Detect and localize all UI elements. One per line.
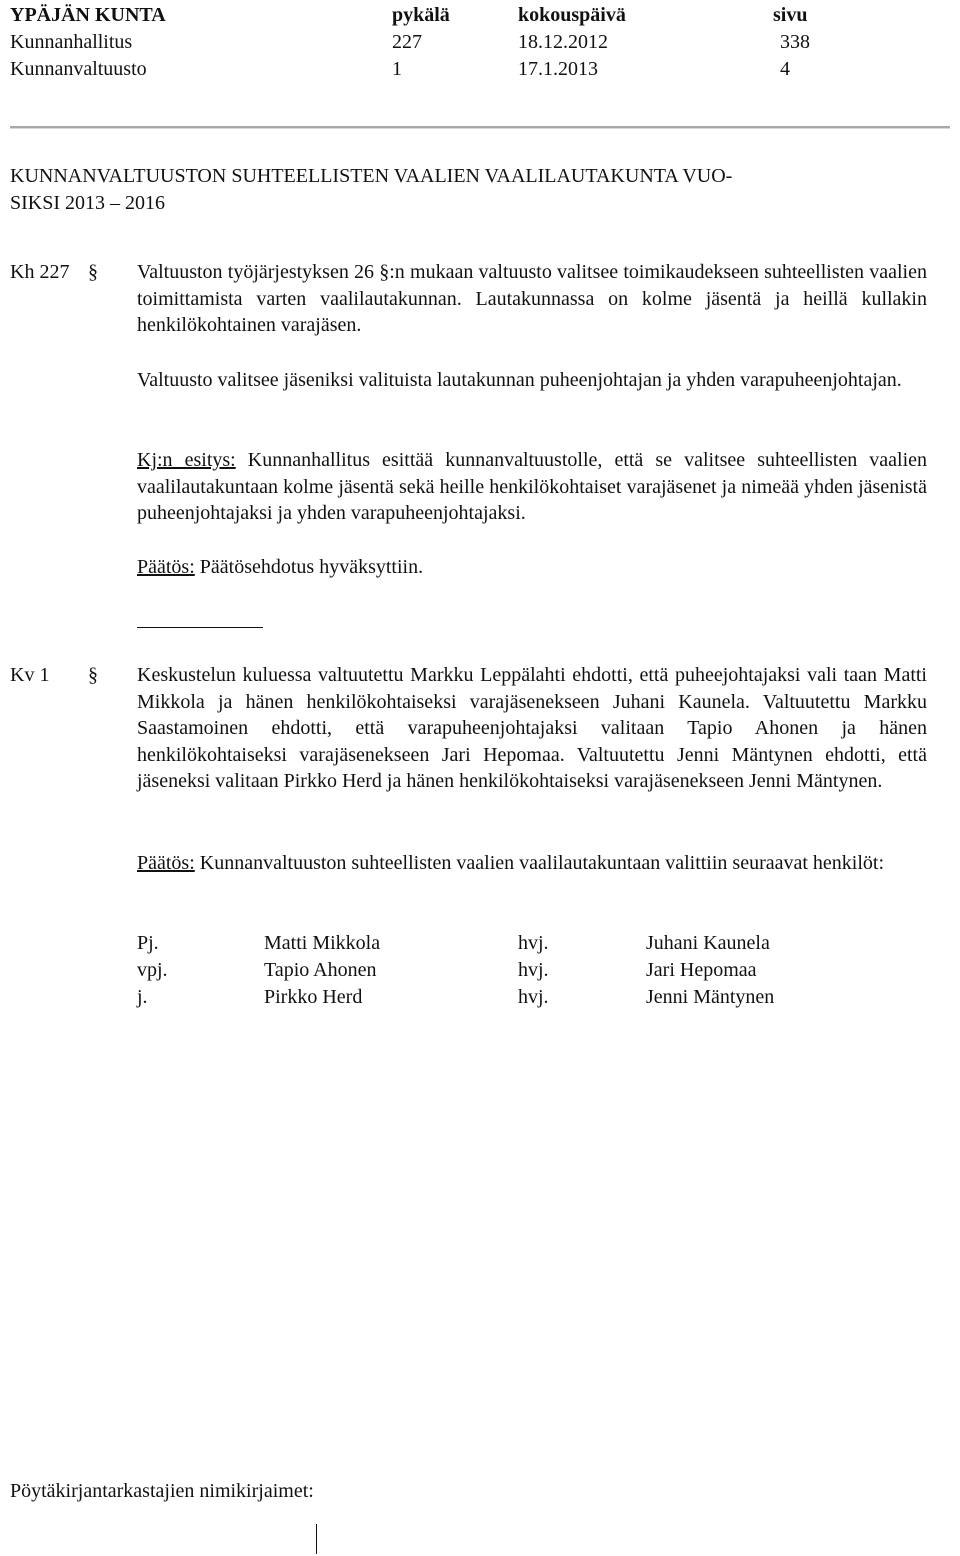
initials-box-divider	[316, 1524, 317, 1554]
header-row-date: 17.1.2013	[518, 58, 598, 80]
kv-paragraph-1: Keskustelun kuluessa valtuutettu Markku Leppälahti ehdotti, että puheejohtajaksi vali taan Matti Mikkola ja hänen henkilökohtaiseksi varajäsenekseen Juhani Kaunela. Valtuutettu Markku Saastamoinen ehdotti, että varapuheenjohtajaksi valitaan Tapio Ahonen ja hänen henkilökohtaiseksi varajäsenekseen Jari Hepomaa. Valtuutettu Jenni Mäntynen ehdotti, että jäseneksi valitaan Pirkko Herd ja hänen henkilökohtaiseksi varajäsenekseen Jenni Mäntynen.	[137, 664, 927, 792]
header-row-body: Kunnanvaltuusto	[10, 58, 147, 80]
header-col-sivu: sivu	[773, 4, 808, 26]
organization-name: YPÄJÄN KUNTA	[10, 4, 166, 26]
decision-text: Päätösehdotus hyväksyttiin.	[194, 556, 424, 578]
kv-decision	[137, 850, 927, 877]
kh-decision	[137, 554, 927, 581]
member-name: Pirkko Herd	[264, 986, 363, 1008]
header-row-date: 18.12.2012	[518, 31, 608, 53]
initials-label: Pöytäkirjantarkastajien nimikirjaimet:	[10, 1480, 314, 1502]
member-role: vpj.	[137, 959, 168, 981]
deputy-name: Jari Hepomaa	[646, 959, 757, 981]
header-divider	[10, 126, 950, 129]
section-symbol: §	[88, 664, 98, 686]
deputy-name: Juhani Kaunela	[646, 932, 770, 954]
deputy-label: hvj.	[518, 986, 549, 1008]
deputy-label: hvj.	[518, 932, 549, 954]
document-title-line2: SIKSI 2013 – 2016	[10, 192, 166, 214]
header-row-page: 338	[780, 31, 810, 53]
member-role: Pj.	[137, 932, 159, 954]
kh-proposal	[137, 447, 927, 527]
kv-section-label: Kv 1	[10, 664, 50, 686]
kh-paragraph-2: Valtuusto valitsee jäseniksi valituista lautakunnan puheenjohtajan ja yhden varapuheenjohtajan.	[137, 369, 902, 391]
header-row-pykala: 227	[392, 31, 422, 53]
header-col-pykala: pykälä	[392, 4, 450, 26]
decision-label: Päätös:	[137, 556, 195, 578]
member-name: Tapio Ahonen	[264, 959, 377, 981]
deputy-name: Jenni Mäntynen	[646, 986, 775, 1008]
decision-text: Kunnanvaltuuston suhteellisten vaalien vaalilautakuntaan valittiin seuraavat henkilöt:	[194, 852, 885, 874]
deputy-label: hvj.	[518, 959, 549, 981]
proposal-text: Kunnanhallitus esittää kunnanvaltuustolle, että se valitsee suhteellisten vaalien vaalilautakuntaan kolme jäsentä sekä heille henkilökohtaiset varajäsenet ja nimeää yhden jäsenistä puheenjohtajaksi ja yhden varapuheenjohtajaksi.	[137, 449, 928, 524]
header-row-body: Kunnanhallitus	[10, 31, 133, 53]
header-row-page: 4	[780, 58, 790, 80]
member-role: j.	[137, 986, 148, 1008]
kh-section-label: Kh 227	[10, 261, 70, 283]
section-separator	[137, 627, 263, 628]
decision-label: Päätös:	[137, 852, 195, 874]
document-title-line1: KUNNANVALTUUSTON SUHTEELLISTEN VAALIEN VAALILAUTAKUNTA VUO-	[10, 165, 733, 187]
member-name: Matti Mikkola	[264, 932, 381, 954]
section-symbol: §	[88, 261, 98, 283]
header-row-pykala: 1	[392, 58, 402, 80]
proposal-label: Kj:n esitys:	[137, 449, 236, 471]
kh-paragraph-1: Valtuuston työjärjestyksen 26 §:n mukaan valtuusto valitsee toimikaudekseen suhteellisten vaalien toimittamista varten vaalilautakunnan. Lautakunnassa on kolme jäsentä ja heillä kullakin henkilökohtainen varajäsen.	[137, 261, 927, 336]
header-col-kokouspaiva: kokouspäivä	[518, 4, 626, 26]
